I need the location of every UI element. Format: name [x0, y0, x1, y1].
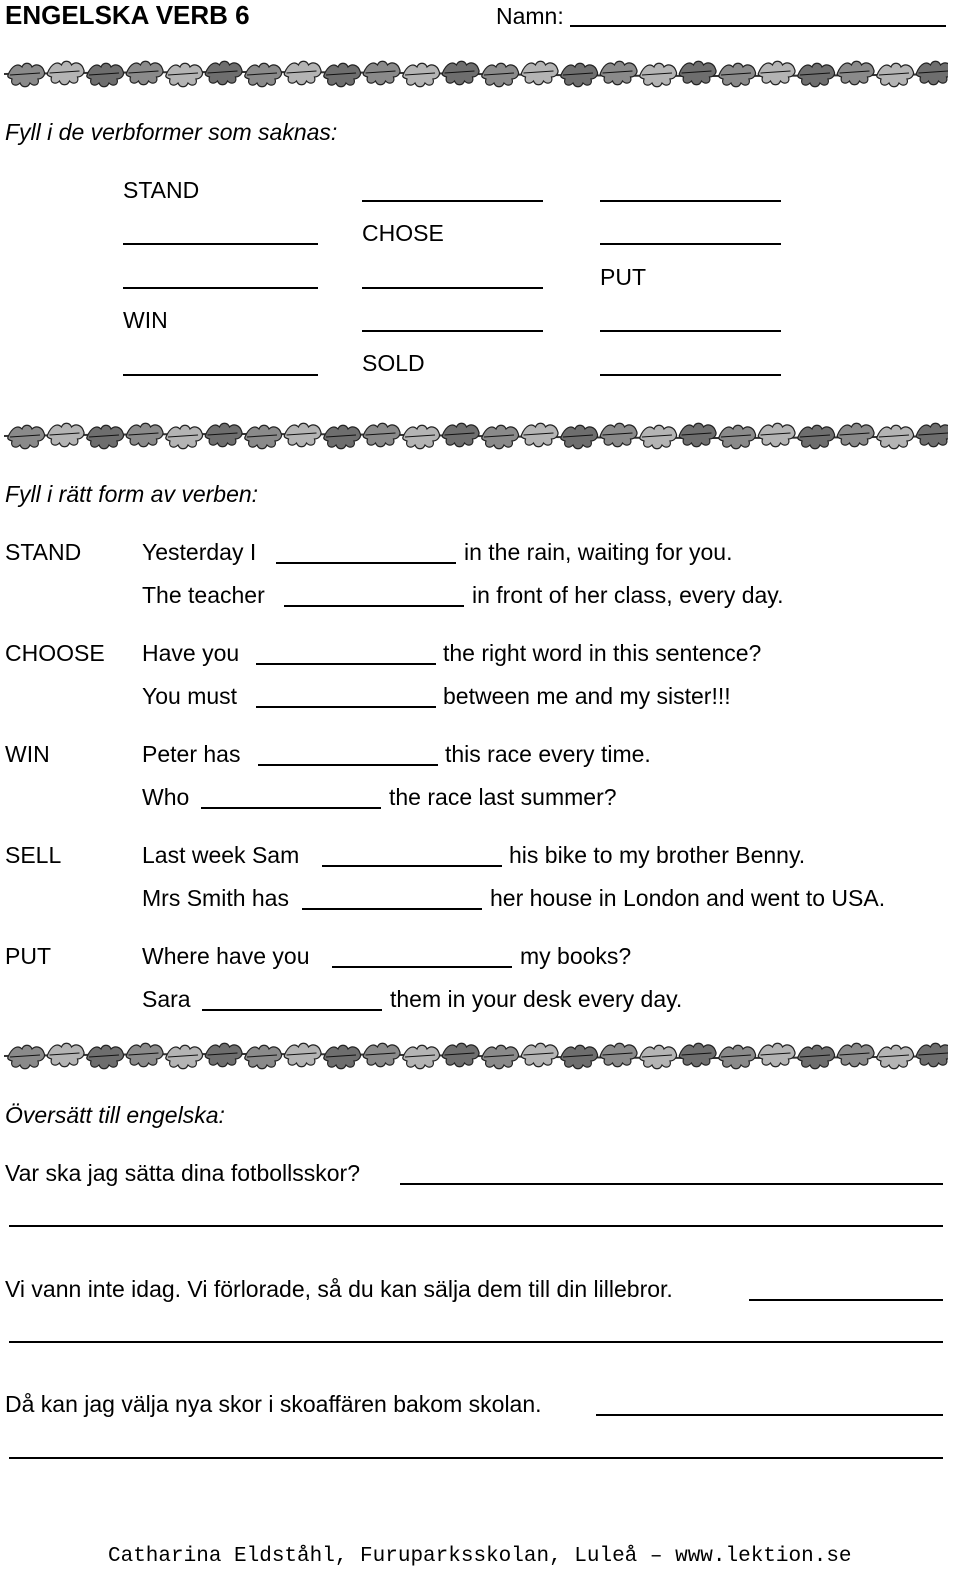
- sentence-text: You must: [142, 683, 238, 709]
- sentence-text: Peter has: [142, 741, 241, 767]
- sentence-text: this race every time.: [445, 741, 651, 767]
- footer-credit: Catharina Eldståhl, Furuparksskolan, Luleå – www.lektion.se: [108, 1545, 852, 1568]
- verb-label-choose: CHOOSE: [5, 640, 105, 666]
- blank-stand-past[interactable]: [362, 200, 543, 202]
- translation-line-3b[interactable]: [9, 1457, 943, 1459]
- translate-sentence-1: Var ska jag sätta dina fotbollsskor?: [5, 1160, 360, 1186]
- blank-sell-participle[interactable]: [600, 374, 781, 376]
- sentence-text: Last week Sam: [142, 842, 300, 868]
- sentence-text: Have you: [142, 640, 240, 666]
- sentence-text: Yesterday I: [142, 539, 257, 565]
- blank-sell-present[interactable]: [123, 374, 318, 376]
- answer-blank[interactable]: [322, 865, 502, 867]
- word-win: WIN: [123, 307, 168, 333]
- name-label: Namn:: [496, 3, 564, 29]
- sentence-text: the right word in this sentence?: [443, 640, 762, 666]
- leaf-border-3: [4, 1040, 948, 1072]
- section2-instruction: Fyll i rätt form av verben:: [5, 481, 259, 507]
- sentence-text: in the rain, waiting for you.: [464, 539, 733, 565]
- answer-blank[interactable]: [256, 706, 436, 708]
- word-stand: STAND: [123, 177, 200, 203]
- translation-line-2b[interactable]: [9, 1341, 943, 1343]
- sentence-text: my books?: [520, 943, 632, 969]
- answer-blank[interactable]: [201, 807, 381, 809]
- sentence-text: his bike to my brother Benny.: [509, 842, 806, 868]
- sentence-text: The teacher: [142, 582, 265, 608]
- answer-blank[interactable]: [284, 605, 464, 607]
- sentence-text: Mrs Smith has: [142, 885, 289, 911]
- verb-label-sell: SELL: [5, 842, 62, 868]
- blank-put-present[interactable]: [123, 287, 318, 289]
- verb-label-put: PUT: [5, 943, 51, 969]
- sentence-text: Who: [142, 784, 190, 810]
- sentence-text: between me and my sister!!!: [443, 683, 731, 709]
- leaf-border-1: [4, 58, 948, 90]
- translate-sentence-3: Då kan jag välja nya skor i skoaffären bakom skolan.: [5, 1391, 542, 1417]
- sentence-text: Where have you: [142, 943, 310, 969]
- blank-choose-present[interactable]: [123, 243, 318, 245]
- translation-line-2a[interactable]: [749, 1299, 943, 1301]
- word-sold: SOLD: [362, 350, 425, 376]
- answer-blank[interactable]: [332, 966, 512, 968]
- sentence-text: Sara: [142, 986, 191, 1012]
- section3-instruction: Översätt till engelska:: [5, 1102, 225, 1128]
- sentence-text: her house in London and went to USA.: [490, 885, 886, 911]
- blank-win-participle[interactable]: [600, 330, 781, 332]
- answer-blank[interactable]: [258, 764, 438, 766]
- word-put: PUT: [600, 264, 646, 290]
- blank-stand-participle[interactable]: [600, 200, 781, 202]
- sentence-text: the race last summer?: [389, 784, 617, 810]
- blank-choose-participle[interactable]: [600, 243, 781, 245]
- name-field[interactable]: [570, 25, 946, 27]
- page-title: ENGELSKA VERB 6: [5, 0, 250, 30]
- answer-blank[interactable]: [302, 908, 482, 910]
- blank-put-past[interactable]: [362, 287, 543, 289]
- translation-line-3a[interactable]: [596, 1414, 943, 1416]
- blank-win-past[interactable]: [362, 330, 543, 332]
- sentence-text: in front of her class, every day.: [472, 582, 784, 608]
- section1-instruction: Fyll i de verbformer som saknas:: [5, 119, 338, 145]
- translate-sentence-2: Vi vann inte idag. Vi förlorade, så du kan sälja dem till din lillebror.: [5, 1276, 673, 1302]
- sentence-text: them in your desk every day.: [390, 986, 683, 1012]
- leaf-border-2: [4, 420, 948, 452]
- answer-blank[interactable]: [276, 562, 456, 564]
- verb-label-stand: STAND: [5, 539, 82, 565]
- answer-blank[interactable]: [202, 1009, 382, 1011]
- translation-line-1a[interactable]: [400, 1183, 943, 1185]
- translation-line-1b[interactable]: [9, 1225, 943, 1227]
- answer-blank[interactable]: [256, 663, 436, 665]
- word-chose: CHOSE: [362, 220, 444, 246]
- verb-label-win: WIN: [5, 741, 50, 767]
